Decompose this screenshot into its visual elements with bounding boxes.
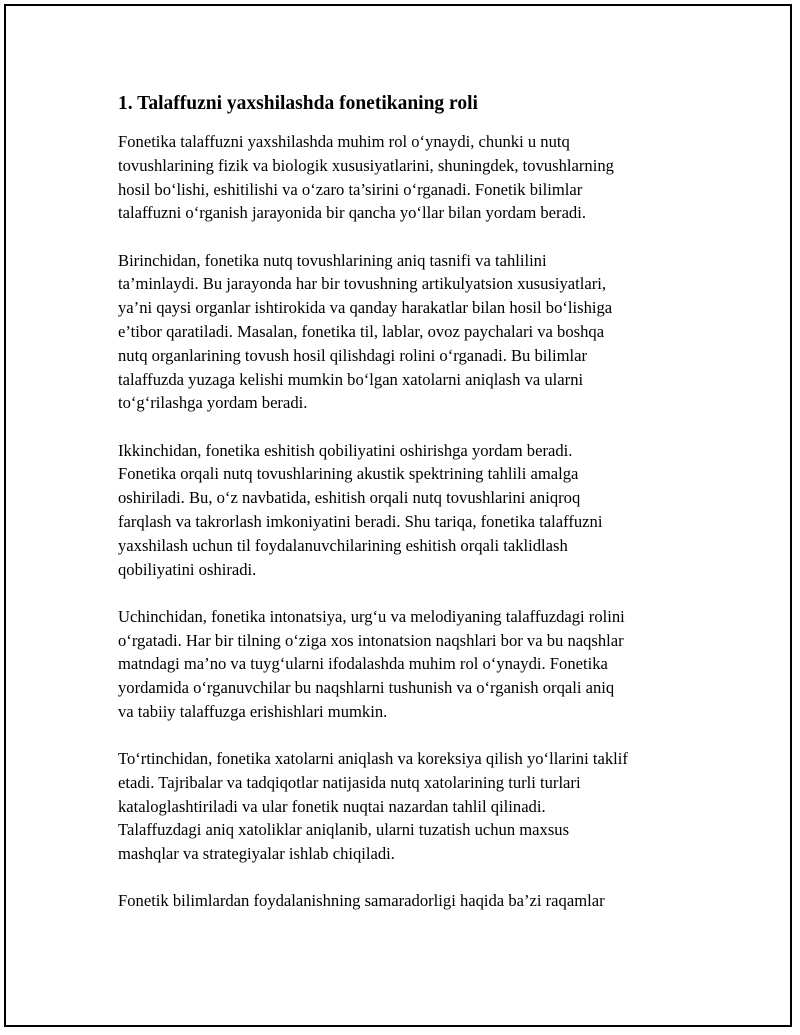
paragraph [118,605,698,724]
text-line: matndagi ma’no va tuyg‘ularni ifodalashda muhim rol o‘ynaydi. Fonetika [118,654,608,674]
text-line: o‘rgatadi. Har bir tilning o‘ziga xos intonatsion naqshlari bor va bu naqshlar [118,630,624,650]
text-line: oshiriladi. Bu, o‘z navbatida, eshitish orqali nutq tovushlarini aniqroq [118,488,581,508]
text-line: Birinchidan, fonetika nutq tovushlarining aniq tasnifi va tahlilini [118,250,547,270]
text-line: nutq organlarining tovush hosil qilishdagi rolini o‘rganadi. Bu bilimlar [118,345,588,365]
section-heading: 1. Talaffuzni yaxshilashda fonetikaning roli [118,93,478,114]
text-line: hosil bo‘lishi, eshitilishi va o‘zaro ta’sirini o‘rganadi. Fonetik bilimlar [118,179,583,199]
text-line: talaffuzni o‘rganish jarayonida bir qancha yo‘llar bilan yordam beradi. [118,203,586,223]
paragraph-list [118,130,698,913]
text-line: Uchinchidan, fonetika intonatsiya, urg‘u va melodiyaning talaffuzdagi rolini [118,606,625,626]
text-line: Fonetika talaffuzni yaxshilashda muhim rol o‘ynaydi, chunki u nutq [118,132,570,151]
text-line: to‘g‘rilashga yordam beradi. [118,393,308,413]
paragraph [118,747,698,866]
text-line: To‘rtinchidan, fonetika xatolarni aniqlash va koreksiya qilish yo‘llarini taklif [118,749,628,769]
paragraph [118,249,698,416]
text-line: tovushlarining fizik va biologik xususiyatlarini, shuningdek, tovushlarning [118,155,614,175]
document-body [118,92,698,937]
text-line: Talaffuzdagi aniq xatoliklar aniqlanib, ularni tuzatish uchun maxsus [118,820,570,840]
paragraph [118,130,698,225]
text-line: kataloglashtiriladi va ular fonetik nuqtai nazardan tahlil qilinadi. [118,796,546,816]
text-line: etadi. Tajribalar va tadqiqotlar natijasida nutq xatolarining turli turlari [118,772,581,792]
text-line: Ikkinchidan, fonetika eshitish qobiliyatini oshirishga yordam beradi. [118,440,573,460]
paragraph [118,439,698,582]
text-line: Fonetika orqali nutq tovushlarining akustik spektrining tahlili amalga [118,464,579,484]
text-line: mashqlar va strategiyalar ishlab chiqiladi. [118,844,395,864]
text-line: e’tibor qaratiladi. Masalan, fonetika til, lablar, ovoz paychalari va boshqa [118,321,605,341]
text-line: talaffuzda yuzaga kelishi mumkin bo‘lgan xatolarni aniqlash va ularni [118,369,584,389]
text-line: yordamida o‘rganuvchilar bu naqshlarni tushunish va o‘rganish orqali aniq [118,678,615,698]
text-line: Fonetik bilimlardan foydalanishning samaradorligi haqida ba’zi raqamlar [118,891,605,911]
paragraph [118,889,698,913]
text-line: qobiliyatini oshiradi. [118,559,257,579]
text-line: ta’minlaydi. Bu jarayonda har bir tovushning artikulyatsion xususiyatlari, [118,274,607,294]
text-line: yaxshilash uchun til foydalanuvchilarining eshitish orqali taklidlash [118,535,568,555]
text-line: va tabiiy talaffuzga erishishlari mumkin. [118,701,388,721]
text-line: farqlash va takrorlash imkoniyatini beradi. Shu tariqa, fonetika talaffuzni [118,511,603,531]
text-line: ya’ni qaysi organlar ishtirokida va qanday harakatlar bilan hosil bo‘lishiga [118,298,613,318]
